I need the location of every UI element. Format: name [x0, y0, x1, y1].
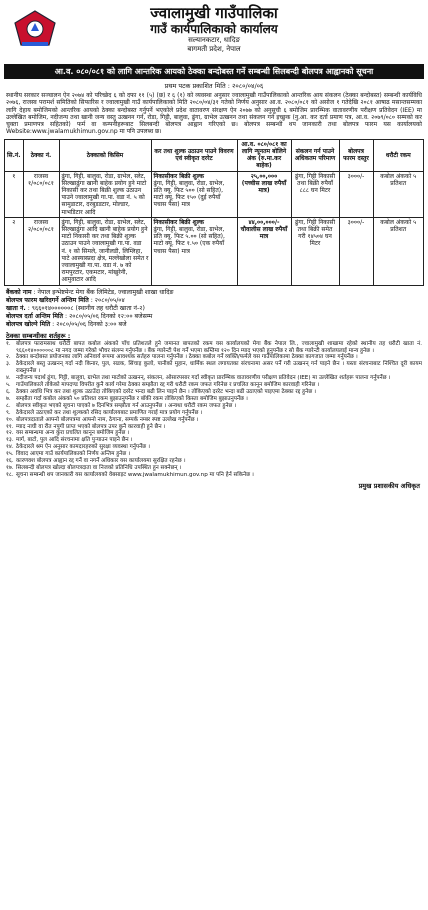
table-header-cell: सि.नं.: [5, 139, 24, 171]
term-number: ८.: [6, 402, 11, 409]
bank-value: : नेपाल इन्भेष्टमेन्ट मेगा बैंक लिमिटेड, ज्वालामुखी शाखा धादिङ: [31, 288, 174, 296]
term-text: सूचना सम्बन्धी थप जानकारी यस कार्यालयको वेबसाइट www.jwalamukhimun.gov.np मा पनि हेर्न सकिनेछ ।: [16, 471, 254, 478]
term-item: [6, 403, 422, 410]
term-number: ११.: [6, 423, 14, 430]
term-item: [6, 341, 422, 355]
table-header-cell: ठेक्का नं.: [23, 139, 59, 171]
org-title: ज्वालामुखी गाउँपालिका: [150, 4, 278, 22]
term-number: ६.: [6, 388, 11, 395]
term-item: [6, 389, 422, 396]
term-item: [6, 465, 422, 472]
terms-list: [4, 341, 424, 479]
quantity-cell: ढुंगा, गिट्टी निकासी तथा बिक्री रुपैयाँ ८८८ घन मिटर: [291, 171, 339, 217]
term-item: [6, 361, 422, 375]
publication-date: प्रथम पटक प्रकाशित मिति : २०८०/०४/०६: [164, 82, 264, 90]
term-number: १४.: [6, 444, 14, 451]
term-text: मार्ग, बाटो, पुल आदि संरचनामा क्षति पुर्‍याउन पाइने छैन ।: [16, 437, 133, 444]
term-text: बोलपत्रदाताले आफ्नो बोलपत्रमा आफ्नो नाम, ठेगाना, सम्पर्क नम्बर स्पष्ट उल्लेख गर्नुपर्नेछ ।: [16, 416, 199, 423]
term-number: १.: [6, 340, 11, 347]
intro-paragraph: स्थानीय सरकार सञ्चालन ऐन २०७४ को परिच्छेद ६ को दफा ११ (५) (छ) र ६ (१) को व्यवस्था अनुसार ज्वालामुखी गाउँपालिकाको आन्तरिक आय संकलन (ठेक्का बन्दोबस्त) सम्बन्धी कार्यविधि २०७६, राजस्व परामर्श समितिको सिफारिस र ज्वालामुखी गाउँ कार्यपालिकाको मिति २०८०/०४/३१ गतेको निर्णय अनुसार आ.व. २०८०/०८१ को असोज १ गतेदेखि २०८१ आषाढ मसान्तसम्मका लागि देहाय बमोजिमको आन्तरिक आयको ठेक्का बन्दोबस्त गर्नुपर्ने भएकोले प्रदेश वातावरण संरक्षण ऐन २०७७ को अनुसूची ६ बमोजिम प्रारम्भिक वातावरणीय परीक्षण प्रतिवेदन (IEE) मा उल्लेखित बमोजिम, नदीजन्य तथा खानी जन्य वस्तु उत्खनन गर्न, रोडा, गिट्टी, बालुवा, ढुंगा, ग्राभेल उत्खनन तथा संकलन गर्न इच्छुक (नु.आ. कर दर्ता प्रमाण पत्र, आ.व. २०७९/०८० सम्मको कर चुक्ता प्रमाणपत्र सहितको) फर्म वा कम्पनीहरूबाट सिलबन्दी बोलपत्र आह्वान गरिएको छ। बोलपत्र सम्बन्धी थप जानकारी तथा बोलपत्र फारम यस कार्यालयको Website:www.jwalamukhimun.gov.np मा पनि उपलब्ध छ।: [6, 92, 422, 136]
term-item: [6, 451, 422, 458]
term-text: म्याद नाघी वा रीत नपुगी प्राप्त भएको बोलपत्र उपर कुनै कारवाही हुने छैन ।: [16, 423, 166, 430]
term-text: ठेकेदारले उठाएको कर तथा शुल्कको रसिद कार्यालयबाट प्रमाणित गराई मात्र प्रयोग गर्नुपर्नेछ ।: [16, 409, 203, 416]
table-header-cell: बोलपत्र फारम दस्तुर: [339, 139, 373, 171]
bank-details: [4, 289, 424, 329]
term-number: १०.: [6, 416, 14, 423]
rate-detail: ढुंगा, गिट्टी, बालुवा, रोडा, ग्राभेल, प्रति क्यू. फिट ५.०० (सो सहित), माटो क्यू. फिट १.५० (एक रुपैयाँ पचास पैसा) मात्र: [153, 226, 225, 255]
table-header-cell: संकलन गर्न पाउने अधिकतम परिमाण: [291, 139, 339, 171]
term-text: बोलपत्र स्वीकृत भएको सूचना पाएको ७ दिनभित्र सम्झौता गर्न आउनुपर्नेछ । अन्यथा धरौटी रकम जफत हुनेछ ।: [16, 402, 237, 409]
term-text: ठेक्का बन्दोबस्त प्रयोजनका लागि अनिवार्य रूपमा आवश्यक सर्तहरु पालना गर्नुपर्नेछ । ठेक्का कबोल गर्ने व्यक्ति/फर्मले यस गाउँपालिकामा ठेक्का कागजात जम्मा गर्नुपर्नेछ ।: [16, 354, 358, 361]
term-number: २.: [6, 354, 11, 361]
term-number: १२.: [6, 430, 14, 437]
bank-line: [6, 289, 422, 297]
term-text: नदीजन्य पदार्थ ढुंगा, गिट्टी, बालुवा, ग्राभेल तथा माटोको उत्खनन्, संकलन, ओसारपसार गर्दा स्वीकृत प्रारम्भिक वातावरणीय परीक्षण प्रतिवेदन (IEE) मा उल्लेखित शर्तहरू पालना गर्नुपर्नेछ ।: [16, 375, 391, 382]
contract-type-cell: ढुंगा, गिट्टी, बालुवा, रोडा, ग्राभेल, स्लेट, सिल्खाढुंगा आदि खानी बाहेक प्रयोग हुने माटो निकासी कर तथा बिक्री शुल्क उठाउन पाउने ज्वालामुखी गा.पा. वडा नं. १ को सिमले, जानीलडी, लिम्लिहा, पाटे आस्यास्प्रदा क्षेत्र, मल्लेखोला समेत र ज्वालामुखी गा.पा. वडा नं. ७ को रामपुरटार, एकमटार, मांखुरेनी, आमुवाटार आदि: [59, 217, 151, 285]
bank-value: : २०८०/०५/०६ दिनको १२:०० बजेसम्म: [63, 312, 153, 320]
term-number: ४.: [6, 375, 11, 382]
table-row: [5, 171, 424, 217]
nepal-emblem-icon: [12, 9, 58, 49]
min-amount: २५,००,०००: [250, 172, 278, 180]
table-header-cell: कर तथा शुल्क उठाउन पाउने विवरण एवं स्वीकृत दररेट: [151, 139, 237, 171]
term-number: ५.: [6, 382, 11, 389]
term-text: गाउँपालिकाले तोकेको मापदण्ड विपरीत कुनै कार्य गरेमा ठेक्का सम्झौता रद्द गरी धरौटी रकम जफत गरिनेछ र प्रचलित कानून बमोजिम कारवाही गरिनेछ ।: [16, 382, 320, 389]
contract-no-cell: राजस्व १/०८०/०८१: [23, 171, 59, 217]
form-fee-cell: ३०००/-: [339, 217, 373, 285]
term-number: १७.: [6, 464, 14, 471]
org-subtitle: गाउँ कार्यपालिकाको कार्यालय: [150, 22, 278, 36]
min-amount: ४४,००,०००/-: [248, 218, 280, 226]
serial-cell: १: [5, 171, 24, 217]
rate-title: निकासीकर बिक्री शुल्क: [153, 218, 204, 226]
term-item: [6, 458, 422, 465]
bank-line: [6, 297, 422, 305]
bank-value: : २०८०/०५/०४: [88, 296, 125, 304]
contract-type-cell: ढुंगा, गिट्टी, बालुवा, रोडा, ग्राभेल, स्लेट, सिल्खाढुंगा खानी बाहेक प्रयोग हुने माटो निकासी कर तथा बिक्री शुल्क उठाउन पाउने ज्वालामुखी गा.पा. वडा नं. ५ को सामुडाटार, दरबुडडटार, मोल्डार, माभडिटार आदि: [59, 171, 151, 217]
contract-no-cell: राजस्व २/०८०/०८१: [23, 217, 59, 285]
term-number: १६.: [6, 458, 14, 465]
notice-title: आ.व. ०८०/०८१ को लागि आन्तरिक आयको ठेक्का बन्दोबस्त गर्ने सम्बन्धी सिलबन्दी बोलपत्र आह्वानको सूचना: [4, 64, 424, 79]
term-item: [6, 410, 422, 417]
min-amount-words: (पच्चीस लाख रुपैयाँ मात्र): [241, 179, 287, 194]
tender-table: [4, 139, 424, 286]
table-header-cell: आ.व. ०८०/०८१ का लागि न्यूनतम बोलिने अंक (रु.मा.कर बाहेक): [237, 139, 291, 171]
bank-label: बोलपत्र फारम खरिदगर्ने अन्तिम मिति: [6, 296, 89, 304]
min-amount-words: चौवालीस लाख रुपैयाँ मात्र: [240, 226, 288, 241]
term-number: ३.: [6, 361, 11, 368]
header: [4, 5, 424, 63]
bank-value: : २०८०/०५/०६ दिनको ३:०० बजे: [50, 320, 127, 328]
term-text: कारणवश बोलपत्र आह्वान रद्द गर्ने वा नगर्ने अधिकार यस कार्यालयमा सुरक्षित रहनेछ ।: [16, 458, 186, 465]
term-number: ७.: [6, 395, 11, 402]
term-text: बोलपत्र फारामसाथ धरौटी बापत कबोल अंकको पाँच प्रतिशतले हुने जमानत बापतको रकम यस कार्यालयको मेगा बैंक नेपाल लि., ज्वालामुखी शाखामा रहेको स्थानीय तह धरौटी खाता नं. ९६६०१४००००००८ मा नगद जम्मा गरेको भौचर संलग्न गर्नुपर्नेछ । बैंक ग्यारेन्टी पेश गर्ने भएमा कम्तिमा १२० दिन म्याद भएको हुनुपर्नेछ र सो बैंक ग्यारेन्टी कार्यालयलाई मान्य हुनेछ ।: [16, 340, 422, 354]
term-item: [6, 382, 422, 389]
serial-cell: २: [5, 217, 24, 285]
signature: प्रमुख प्रशासकीय अधिकृत: [358, 481, 420, 490]
term-item: [6, 472, 422, 479]
min-amount-cell: [237, 171, 291, 217]
table-header-cell: ठेक्काको किसिम: [59, 139, 151, 171]
term-item: [6, 417, 422, 424]
term-text: सिलबन्दी बोलपत्र खोल्दा बोलपत्रदाता वा निजको प्रतिनिधि उपस्थित हुन सक्नेछन् ।: [16, 464, 182, 471]
table-header-row: [5, 139, 424, 171]
min-amount-cell: [237, 217, 291, 285]
term-number: १५.: [6, 451, 14, 458]
term-item: [6, 396, 422, 403]
term-number: १३.: [6, 437, 14, 444]
term-text: ठेकेदारले श्रम ऐन अनुसार कामदारहरुको सुरक्षा व्यवस्था गर्नुपर्नेछ ।: [16, 444, 150, 451]
bank-label: बोलपत्र खोल्ने मिति: [6, 320, 51, 328]
term-text: यस सम्बन्धमा अन्य कुरा प्रचलित कानून बमोजिम हुनेछ ।: [16, 430, 130, 437]
term-text: सम्झौता गर्दा कबोल अंकको ५० प्रतिशत रकम बुझाउनुपर्नेछ र बाँकी रकम तोकिएको किस्ता बमोजिम बुझाउनुपर्नेछ ।: [16, 395, 248, 402]
deposit-cell: कबोल अंकको ५ प्रतिशत: [373, 217, 424, 285]
form-fee-cell: ३०००/-: [339, 171, 373, 217]
term-number: ९.: [6, 409, 11, 416]
deposit-cell: कबोल अंकको ५ प्रतिशत: [373, 171, 424, 217]
bank-label: खाता नं.: [6, 304, 26, 312]
rate-cell: [151, 171, 237, 217]
bank-label: बैंकको नाम: [6, 288, 32, 296]
term-text: ठेकेदारले बस्तु उत्खनन् गर्दा नदी किनार, पुल, सडक, सिंचाइ कुलो, पानीको मुहान, धार्मिक स्थल लगायतका संरचनामा असर पर्ने गरी उत्खनन् गर्न पाइने छैन । यस्ता संरचनाबाट निश्चित दूरी कायम राख्नुपर्नेछ ।: [16, 361, 422, 375]
rate-cell: [151, 217, 237, 285]
bank-value: : ९६६०१४००००००८ (स्थानीय तह धरौटी खाता नं-२): [25, 304, 145, 312]
term-text: ठेक्का अवधि भित्र कर तथा शुल्क उठाउँदा तोकिएको दररेट भन्दा बढी लिन पाइने छैन । तोकिएको दररेट भन्दा बढी उठाएको पाइएमा ठेक्का रद्द हुनेछ ।: [16, 388, 317, 395]
term-text: विवाद आएमा गाउँ कार्यपालिकाको निर्णय अन्तिम हुनेछ ।: [16, 451, 131, 458]
bank-line: [6, 321, 422, 329]
table-row: [5, 217, 424, 285]
rate-title: निकासीकर बिक्री शुल्क: [153, 172, 204, 180]
quantity-cell: ढुंगा, गिट्टी निकासी तथा बिक्री समेत गरी १४५०४ घन मिटर: [291, 217, 339, 285]
bank-line: [6, 313, 422, 321]
bank-label: बोलपत्र दर्ता अन्तिम मिति: [6, 312, 64, 320]
address-line-2: बागमती प्रदेश, नेपाल: [187, 45, 241, 53]
notice-page: [4, 0, 424, 493]
rate-detail: ढुंगा, गिट्टी, बालुवा, रोडा, ग्राभेल, प्रति क्यू. फिट ५०० (सो सहित), माटो क्यू. फिट १५० (दुई रुपैयाँ पचास पैसा) मात्र: [153, 179, 225, 209]
terms-heading: ठेक्का सम्बन्धीका शर्तहरू :: [6, 331, 71, 340]
term-number: १८.: [6, 471, 14, 478]
table-header-cell: धरौटी रकम: [373, 139, 424, 171]
bank-line: [6, 305, 422, 313]
address-line-1: सल्यानकटार, धादिङ: [188, 36, 240, 44]
